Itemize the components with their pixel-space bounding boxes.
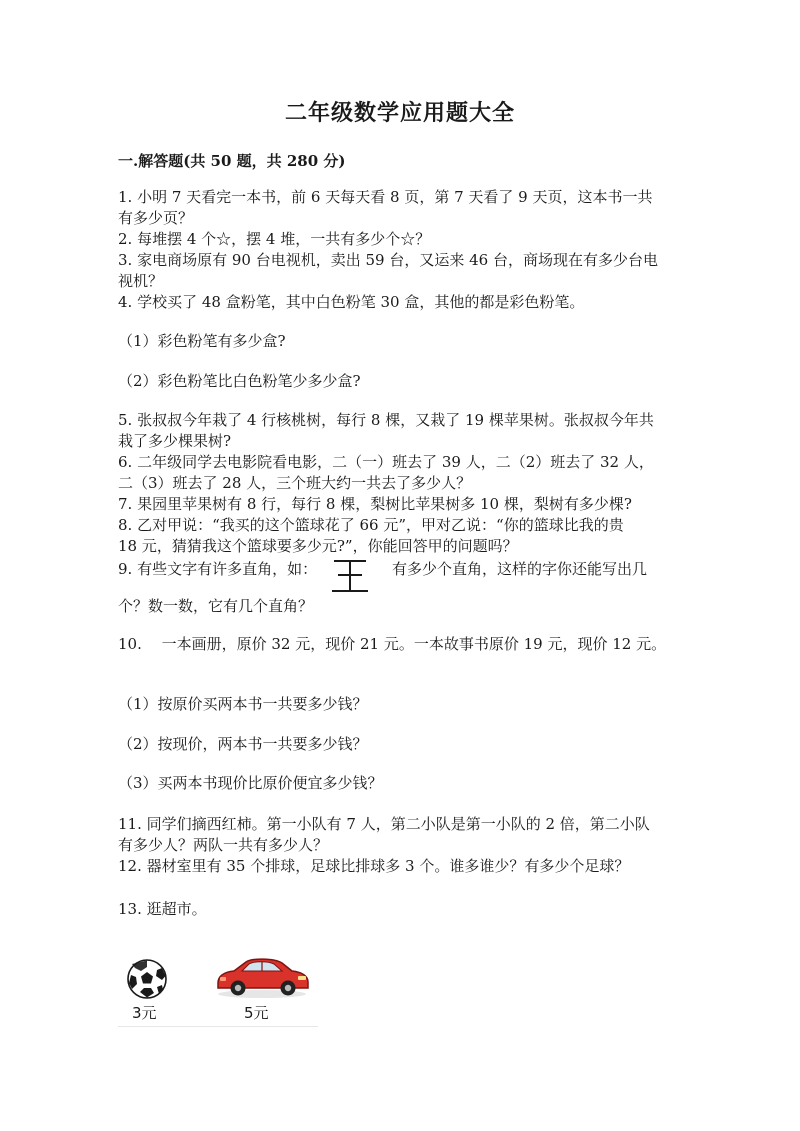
question-9-line-2: 个？数一数，它有几个直角？ <box>118 597 314 615</box>
question-9-line-1a: 9. 有些文字有许多直角，如： <box>118 560 318 578</box>
question-3-line-1: 3. 家电商场原有 90 台电视机，卖出 59 台，又运来 46 台，商场现在有多少台电 <box>118 251 658 269</box>
question-12: 12. 器材室里有 35 个排球，足球比排球多 3 个。谁多谁少？有多少个足球？ <box>118 857 630 875</box>
question-5-line-2: 栽了多少棵果树? <box>118 432 232 450</box>
question-4-part-2: （2）彩色粉笔比白色粉笔少多少盒? <box>118 372 361 390</box>
question-3-line-2: 视机？ <box>118 272 164 290</box>
question-10-part-3: （3）买两本书现价比原价便宜多少钱？ <box>118 774 383 792</box>
question-2: 2. 每堆摆 4 个☆，摆 4 堆，一共有多少个☆？ <box>118 230 431 248</box>
toy-car-price: 5元 <box>244 1004 269 1022</box>
toy-car-icon <box>212 950 312 1000</box>
question-6-line-2: 二（3）班去了 28 人，三个班大约一共去了多少人？ <box>118 474 472 492</box>
question-13: 13. 逛超市。 <box>118 900 207 918</box>
wang-character-icon <box>330 556 370 596</box>
soccer-ball-icon <box>126 958 168 1000</box>
question-8-line-1: 8. 乙对甲说：“我买的这个篮球花了 66 元”，甲对乙说：“你的篮球比我的贵 <box>118 516 624 534</box>
question-8-line-2: 18 元，猜猜我这个篮球要多少元?”，你能回答甲的问题吗？ <box>118 537 518 555</box>
question-6-line-1: 6. 二年级同学去电影院看电影，二（一）班去了 39 人，二（2）班去了 32 人， <box>118 453 654 471</box>
soccer-ball-price: 3元 <box>132 1004 157 1022</box>
question-9-line-1b: 有多少个直角，这样的字你还能写出几 <box>392 560 648 578</box>
question-11-line-2: 有多少人？两队一共有多少人？ <box>118 836 329 854</box>
page-title: 二年级数学应用题大全 <box>284 100 515 126</box>
question-1-line-2: 有多少页？ <box>118 209 194 227</box>
question-10-part-2: （2）按现价，两本书一共要多少钱？ <box>118 735 368 753</box>
question-5-line-1: 5. 张叔叔今年栽了 4 行核桃树，每行 8 棵，又栽了 19 棵苹果树。张叔叔今年共 <box>118 411 654 429</box>
question-4-part-1: （1）彩色粉笔有多少盒? <box>118 332 286 350</box>
question-10: 10. 一本画册，原价 32 元，现价 21 元。一本故事书原价 19 元，现价 12 元。 <box>118 635 667 653</box>
question-4: 4. 学校买了 48 盒粉笔，其中白色粉笔 30 盒，其他的都是彩色粉笔。 <box>118 293 585 311</box>
question-11-line-1: 11. 同学们摘西红柿。第一小队有 7 人，第二小队是第一小队的 2 倍，第二小队 <box>118 815 650 833</box>
question-10-part-1: （1）按原价买两本书一共要多少钱？ <box>118 695 368 713</box>
question-7: 7. 果园里苹果树有 8 行，每行 8 棵，梨树比苹果树多 10 棵，梨树有多少棵? <box>118 495 632 513</box>
section-heading: 一.解答题(共 50 题，共 280 分) <box>118 152 346 170</box>
question-1-line-1: 1. 小明 7 天看完一本书，前 6 天每天看 8 页，第 7 天看了 9 天页，这本书一共 <box>118 188 653 206</box>
